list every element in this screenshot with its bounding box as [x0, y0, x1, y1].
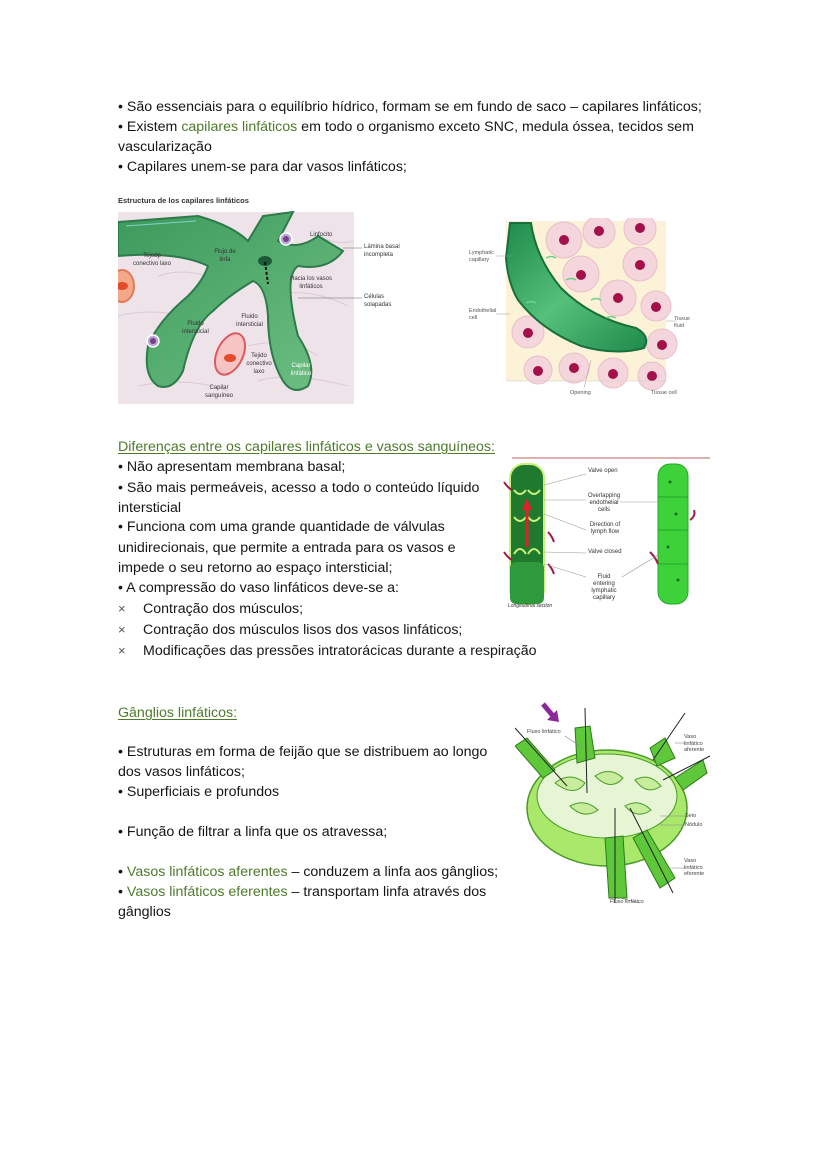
label-overlapping-cells: Overlapping endothelial cells [587, 493, 621, 513]
line-compressao: • A compressão do vaso linfáticos deve-se a: [118, 580, 399, 596]
label-direction-flow: Direction of lymph flow [589, 522, 621, 535]
bullet-text: – conduzem a linfa aos gânglios; [287, 864, 499, 880]
line-eferentes [118, 882, 486, 902]
line-impede-retorno: impede o seu retorno ao espaço intersticial; [118, 560, 393, 576]
bullet-text: Capilares unem-se para dar vasos linfáticos; [126, 159, 407, 175]
subitem-contracao-musculos [118, 599, 303, 619]
bullet-prefix: • Existem [118, 119, 182, 135]
label-celulas-solapadas: Células solapadas [364, 294, 392, 308]
label-lamina-basal: Lámina basal incompleta [364, 244, 400, 258]
label-nodulo: Nódulo [685, 822, 703, 828]
heading-diferencas: Diferenças entre os capilares linfáticos e vasos sanguíneos: [118, 439, 495, 455]
subitem-text: Modificações das pressões intratorácicas durante a respiração [143, 643, 537, 659]
line-filtrar: • Função de filtrar a linfa que os atravessa; [118, 824, 388, 840]
bullet-existem [118, 117, 694, 137]
line-ganglios: gânglios [118, 904, 171, 920]
bullet-prefix: • [118, 99, 127, 115]
label-seio: Seio [685, 813, 697, 819]
subitem-pressoes [118, 641, 537, 661]
label-valve-closed: Valve closed [588, 549, 622, 555]
label-vaso-eferente: Vaso linfático eferente [684, 858, 705, 877]
label-tejido-conectivo-1: Tejodp conectivo laxo [132, 253, 172, 267]
highlight-aferentes: Vasos linfáticos aferentes [126, 864, 288, 880]
label-fluxo-linfatico-bottom: Fluxo linfático [610, 899, 644, 905]
label-lymphatic-capillary: Lymphatic capillary [469, 250, 494, 263]
figure-lymphatic-capillary-tissue [466, 218, 696, 403]
bullet-text: São essenciais para o equilíbrio hídrico, formam se em fundo de saco – capilares linfáticos; [126, 99, 702, 115]
label-endothelial-cell: Endothelial cell [469, 308, 497, 321]
bullet-continuation: vascularização [118, 139, 212, 155]
label-tejido-conectivo-2: Tejido conectivo laxo [246, 353, 272, 375]
cross-marker-icon: × [118, 643, 126, 658]
line-permeaveis: • São mais permeáveis, acesso a todo o conteúdo líquido [118, 480, 480, 496]
label-fluido-intersticial-1: Fluido intersticial [182, 321, 209, 335]
label-flujo-linfa: Flujo de linfa [214, 249, 236, 263]
figure-title: Estructura de los capilares linfáticos [118, 196, 249, 205]
highlight-capilares: capilares linfáticos [181, 119, 298, 135]
cross-marker-icon: × [118, 601, 126, 616]
line-valvulas: • Funciona com uma grande quantidade de válvulas [118, 519, 445, 535]
subitem-musculos-lisos [118, 620, 462, 640]
label-hacia-vasos: Hacia los vasos linfáticos [289, 276, 333, 290]
heading-ganglios: Gânglios linfáticos: [118, 705, 238, 721]
tissue-cells-illustration [466, 218, 696, 403]
line-membrana-basal: • Não apresentam membrana basal; [118, 459, 346, 475]
label-fluxo-linfatico-top: Fluxo linfático [527, 729, 561, 735]
highlight-eferentes: Vasos linfáticos eferentes [126, 884, 288, 900]
bullet-prefix: • [118, 884, 127, 900]
label-fluido-intersticial-2: Fluido intersticial [236, 314, 263, 328]
label-opening: Opening [570, 390, 591, 396]
bullet-text: em todo o organismo exceto SNC, medula óssea, tecidos sem [297, 119, 694, 135]
label-valve-open: Valve open [588, 468, 618, 474]
line-intersticial: intersticial [118, 500, 182, 516]
figure-estructura-capilares [118, 196, 418, 406]
subitem-text: Contração dos músculos; [143, 601, 304, 617]
label-capilar-linfatico: Capilar linfático [290, 363, 312, 377]
line-vasos-linfaticos: dos vasos linfáticos; [118, 764, 245, 780]
bullet-equilibrio [118, 97, 702, 117]
bullet-prefix: • [118, 159, 127, 175]
subitem-text: Contração dos músculos lisos dos vasos linfáticos; [143, 622, 463, 638]
figure-lymph-node [515, 698, 715, 913]
label-fluid-entering: Fluid entering lymphatic capillary [591, 574, 617, 601]
line-superficiais: • Superficiais e profundos [118, 784, 280, 800]
label-tissue-cell: Tissue cell [651, 390, 677, 396]
bullet-text: – transportam linfa através dos [287, 884, 487, 900]
label-capilar-sanguineo: Capilar sanguíneo [204, 385, 234, 399]
label-linfocito: Linfocito [310, 232, 333, 238]
line-unidirecionais: unidirecionais, que permite a entrada para os vasos e [118, 540, 456, 556]
bullet-capilares-unem [118, 157, 407, 177]
line-aferentes [118, 862, 498, 882]
label-tissue-fluid: Tissue fluid [674, 316, 690, 329]
figure-lymph-valves [500, 452, 712, 612]
label-vaso-aferente: Vaso linfático aferente [684, 734, 705, 753]
label-longitudinal-section: Longitudinal section [508, 603, 553, 609]
bullet-prefix: • [118, 864, 127, 880]
cross-marker-icon: × [118, 622, 126, 637]
line-feijao: • Estruturas em forma de feijão que se distribuem ao longo [118, 744, 488, 760]
